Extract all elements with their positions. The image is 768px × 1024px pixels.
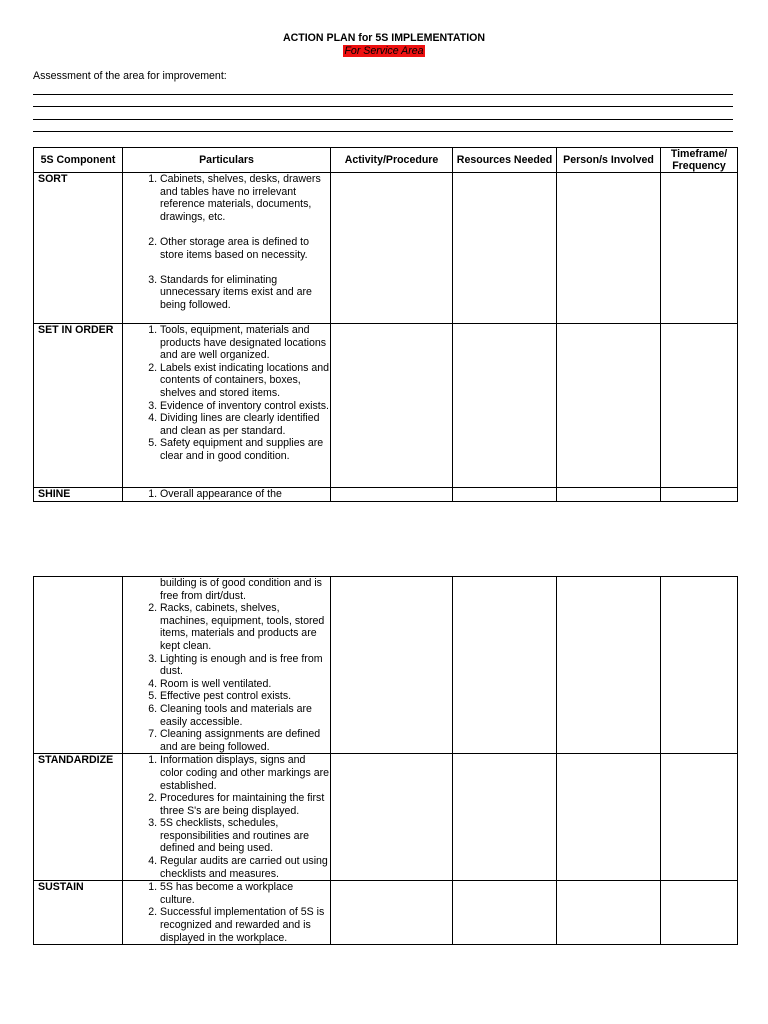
resources-cell[interactable] — [453, 488, 557, 502]
component-cell: SET IN ORDER — [34, 324, 123, 488]
list-item: 2. Racks, cabinets, shelves, machines, equipment, tools, stored items, materials and products are kept clean. — [160, 602, 330, 652]
component-cell: SUSTAIN — [34, 881, 123, 945]
list-item: 6. Cleaning tools and materials are easily accessible. — [160, 703, 330, 728]
component-cell — [34, 577, 123, 754]
assessment-label: Assessment of the area for improvement: — [33, 70, 227, 82]
particulars-list — [123, 881, 330, 944]
action-plan-table-page1 — [33, 147, 738, 502]
activity-cell[interactable] — [331, 173, 453, 324]
assessment-line — [33, 94, 733, 95]
timeframe-cell[interactable] — [661, 577, 738, 754]
header-5s-component: 5S Component — [34, 148, 123, 173]
resources-cell[interactable] — [453, 324, 557, 488]
table-row-standardize — [34, 754, 738, 881]
resources-cell[interactable] — [453, 173, 557, 324]
persons-cell[interactable] — [557, 173, 661, 324]
persons-cell[interactable] — [557, 324, 661, 488]
table-row-sustain — [34, 881, 738, 945]
persons-cell[interactable] — [557, 881, 661, 945]
assessment-line — [33, 119, 733, 120]
particulars-list — [123, 602, 330, 753]
list-item: 4. Regular audits are carried out using checklists and measures. — [160, 855, 330, 880]
timeframe-cell[interactable] — [661, 881, 738, 945]
list-item: 5. Effective pest control exists. — [160, 690, 330, 703]
activity-cell[interactable] — [331, 881, 453, 945]
list-item: 1. Tools, equipment, materials and products have designated locations and are well organized. — [160, 324, 330, 362]
header-resources-needed: Resources Needed — [453, 148, 557, 173]
list-item: 1. 5S has become a workplace culture. — [160, 881, 330, 906]
document-subtitle: For Service Area — [344, 45, 424, 57]
activity-cell[interactable] — [331, 754, 453, 881]
table-row-set-in-order — [34, 324, 738, 488]
particulars-cell — [123, 324, 331, 488]
particulars-cell — [123, 488, 331, 502]
list-item: 2. Procedures for maintaining the first three S's are being displayed. — [160, 792, 330, 817]
resources-cell[interactable] — [453, 577, 557, 754]
particulars-cell — [123, 754, 331, 881]
header-persons-involved: Person/s Involved — [557, 148, 661, 173]
header-activity-procedure: Activity/Procedure — [331, 148, 453, 173]
assessment-line — [33, 131, 733, 132]
list-item: 2. Successful implementation of 5S is recognized and rewarded and is displayed in the workplace. — [160, 906, 330, 944]
action-plan-table-page2 — [33, 576, 738, 945]
particulars-cell — [123, 881, 331, 945]
activity-cell[interactable] — [331, 324, 453, 488]
timeframe-cell[interactable] — [661, 173, 738, 324]
particulars-list — [123, 488, 330, 501]
particulars-list — [123, 324, 330, 463]
list-item: 3. 5S checklists, schedules, responsibilities and routines are defined and being used. — [160, 817, 330, 855]
persons-cell[interactable] — [557, 488, 661, 502]
particulars-list — [123, 173, 330, 312]
table-header-row — [34, 148, 738, 173]
resources-cell[interactable] — [453, 881, 557, 945]
timeframe-cell[interactable] — [661, 324, 738, 488]
resources-cell[interactable] — [453, 754, 557, 881]
persons-cell[interactable] — [557, 754, 661, 881]
component-cell: SORT — [34, 173, 123, 324]
table-row-sort — [34, 173, 738, 324]
list-item: 3. Evidence of inventory control exists. — [160, 400, 330, 413]
component-cell: SHINE — [34, 488, 123, 502]
list-item: 1. Information displays, signs and color coding and other markings are established. — [160, 754, 330, 792]
timeframe-cell[interactable] — [661, 754, 738, 881]
list-item: 7. Cleaning assignments are defined and are being followed. — [160, 728, 330, 753]
list-item: 2. Other storage area is defined to store items based on necessity. — [160, 236, 330, 261]
table-row-shine — [34, 488, 738, 502]
header-timeframe-frequency: Timeframe/ Frequency — [661, 148, 738, 173]
component-cell: STANDARDIZE — [34, 754, 123, 881]
list-item: 2. Labels exist indicating locations and contents of containers, boxes, shelves and stored items. — [160, 362, 330, 400]
particulars-cell — [123, 577, 331, 754]
list-item: 5. Safety equipment and supplies are clear and in good condition. — [160, 437, 330, 462]
table-row-shine-continued — [34, 577, 738, 754]
document-title: ACTION PLAN for 5S IMPLEMENTATION — [282, 32, 486, 44]
list-item: 4. Dividing lines are clearly identified and clean as per standard. — [160, 412, 330, 437]
assessment-line — [33, 106, 733, 107]
particulars-cell — [123, 173, 331, 324]
persons-cell[interactable] — [557, 577, 661, 754]
continuation-text: building is of good condition and is free from dirt/dust. — [160, 577, 322, 602]
subtitle-line — [0, 45, 768, 58]
activity-cell[interactable] — [331, 488, 453, 502]
list-item: 1. Cabinets, shelves, desks, drawers and tables have no irrelevant reference materials, documents, drawings, etc. — [160, 173, 330, 223]
list-item: 3. Standards for eliminating unnecessary items exist and are being followed. — [160, 274, 330, 312]
activity-cell[interactable] — [331, 577, 453, 754]
list-item: 3. Lighting is enough and is free from dust. — [160, 653, 330, 678]
list-item: 4. Room is well ventilated. — [160, 678, 330, 691]
particulars-list — [123, 754, 330, 880]
timeframe-cell[interactable] — [661, 488, 738, 502]
list-item: 1. Overall appearance of the — [160, 488, 330, 501]
header-particulars: Particulars — [123, 148, 331, 173]
